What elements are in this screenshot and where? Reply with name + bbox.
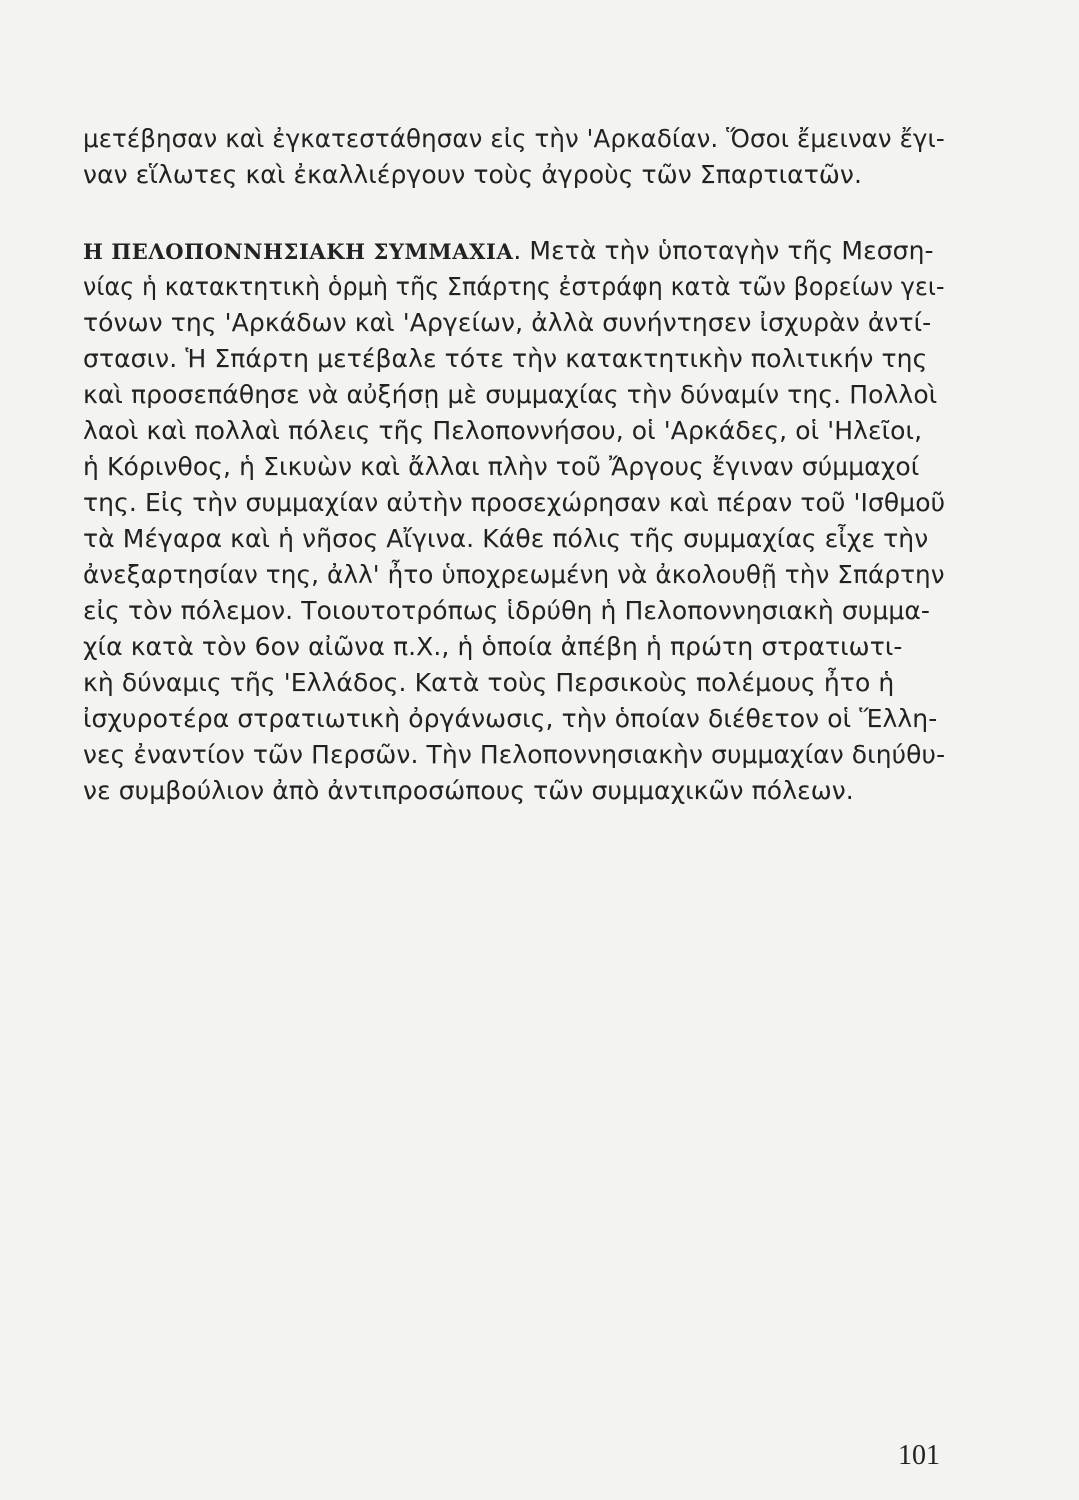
text-line: κὴ δύναμις τῆς 'Ελλάδος. Κατὰ τοὺς Περσικοὺς πολέμους ἦτο ἡ <box>83 668 895 697</box>
text-line: εἰς τὸν πόλεμον. Τοιουτοτρόπως ἱδρύθη ἡ Πελοποννησιακὴ συμμα- <box>83 596 931 625</box>
text-line: λαοὶ καὶ πολλαὶ πόλεις τῆς Πελοποννήσου, οἱ 'Αρκάδες, οἱ 'Ηλεῖοι, <box>83 416 923 445</box>
text-line: ναν εἵλωτες καὶ ἐκαλλιέργουν τοὺς ἀγροὺς τῶν Σπαρτιατῶν. <box>83 160 863 189</box>
text-line: μετέβησαν καὶ ἐγκατεστάθησαν εἰς τὴν 'Αρκαδίαν. Ὅσοι ἔμειναν ἔγι- <box>83 124 945 153</box>
text-line: νε συμβούλιον ἀπὸ ἀντιπροσώπους τῶν συμμαχικῶν πόλεων. <box>83 776 854 805</box>
section-first-line <box>83 233 943 270</box>
text-line: νες ἐναντίον τῶν Περσῶν. Τὴν Πελοποννησιακὴν συμμαχίαν διηύθυ- <box>83 740 946 769</box>
text-line: τὰ Μέγαρα καὶ ἡ νῆσος Αἴγινα. Κάθε πόλις τῆς συμμαχίας εἶχε τὴν <box>83 524 929 553</box>
text-line: ἀνεξαρτησίαν της, ἀλλ' ἦτο ὑποχρεωμένη νὰ ἀκολουθῇ τὴν Σπάρτην <box>83 560 945 589</box>
page-number: 101 <box>898 1440 940 1471</box>
text-line: ἡ Κόρινθος, ἡ Σικυὼν καὶ ἄλλαι πλὴν τοῦ Ἄργους ἔγιναν σύμμαχοί <box>83 452 920 481</box>
section-heading: Η ΠΕΛΟΠΟΝΝΗΣΙΑΚΗ ΣΥΜΜΑΧΙΑ <box>83 239 514 264</box>
text-line: νίας ἡ κατακτητικὴ ὁρμὴ τῆς Σπάρτης ἐστράφη κατὰ τῶν βορείων γει- <box>83 272 945 301</box>
text-line: τόνων της 'Αρκάδων καὶ 'Αργείων, ἀλλὰ συνήντησεν ἰσχυρὰν ἀντί- <box>83 308 932 337</box>
text-line: ἰσχυροτέρα στρατιωτικὴ ὀργάνωσις, τὴν ὁποίαν διέθετον οἱ Ἕλλη- <box>83 704 938 733</box>
text-line: καὶ προσεπάθησε νὰ αὐξήσῃ μὲ συμμαχίας τὴν δύναμίν της. Πολλοὶ <box>83 380 938 409</box>
section-first-line-text: . Μετὰ τὴν ὑποταγὴν τῆς Μεσση- <box>513 236 934 265</box>
text-line: της. Εἰς τὴν συμμαχίαν αὐτὴν προσεχώρησαν καὶ πέραν τοῦ 'Ισθμοῦ <box>83 488 946 517</box>
text-line: στασιν. Ἡ Σπάρτη μετέβαλε τότε τὴν κατακτητικὴν πολιτικήν της <box>83 344 928 373</box>
text-line: χία κατὰ τὸν 6ον αἰῶνα π.Χ., ἡ ὁποία ἀπέβη ἡ πρώτη στρατιωτι- <box>83 632 903 661</box>
